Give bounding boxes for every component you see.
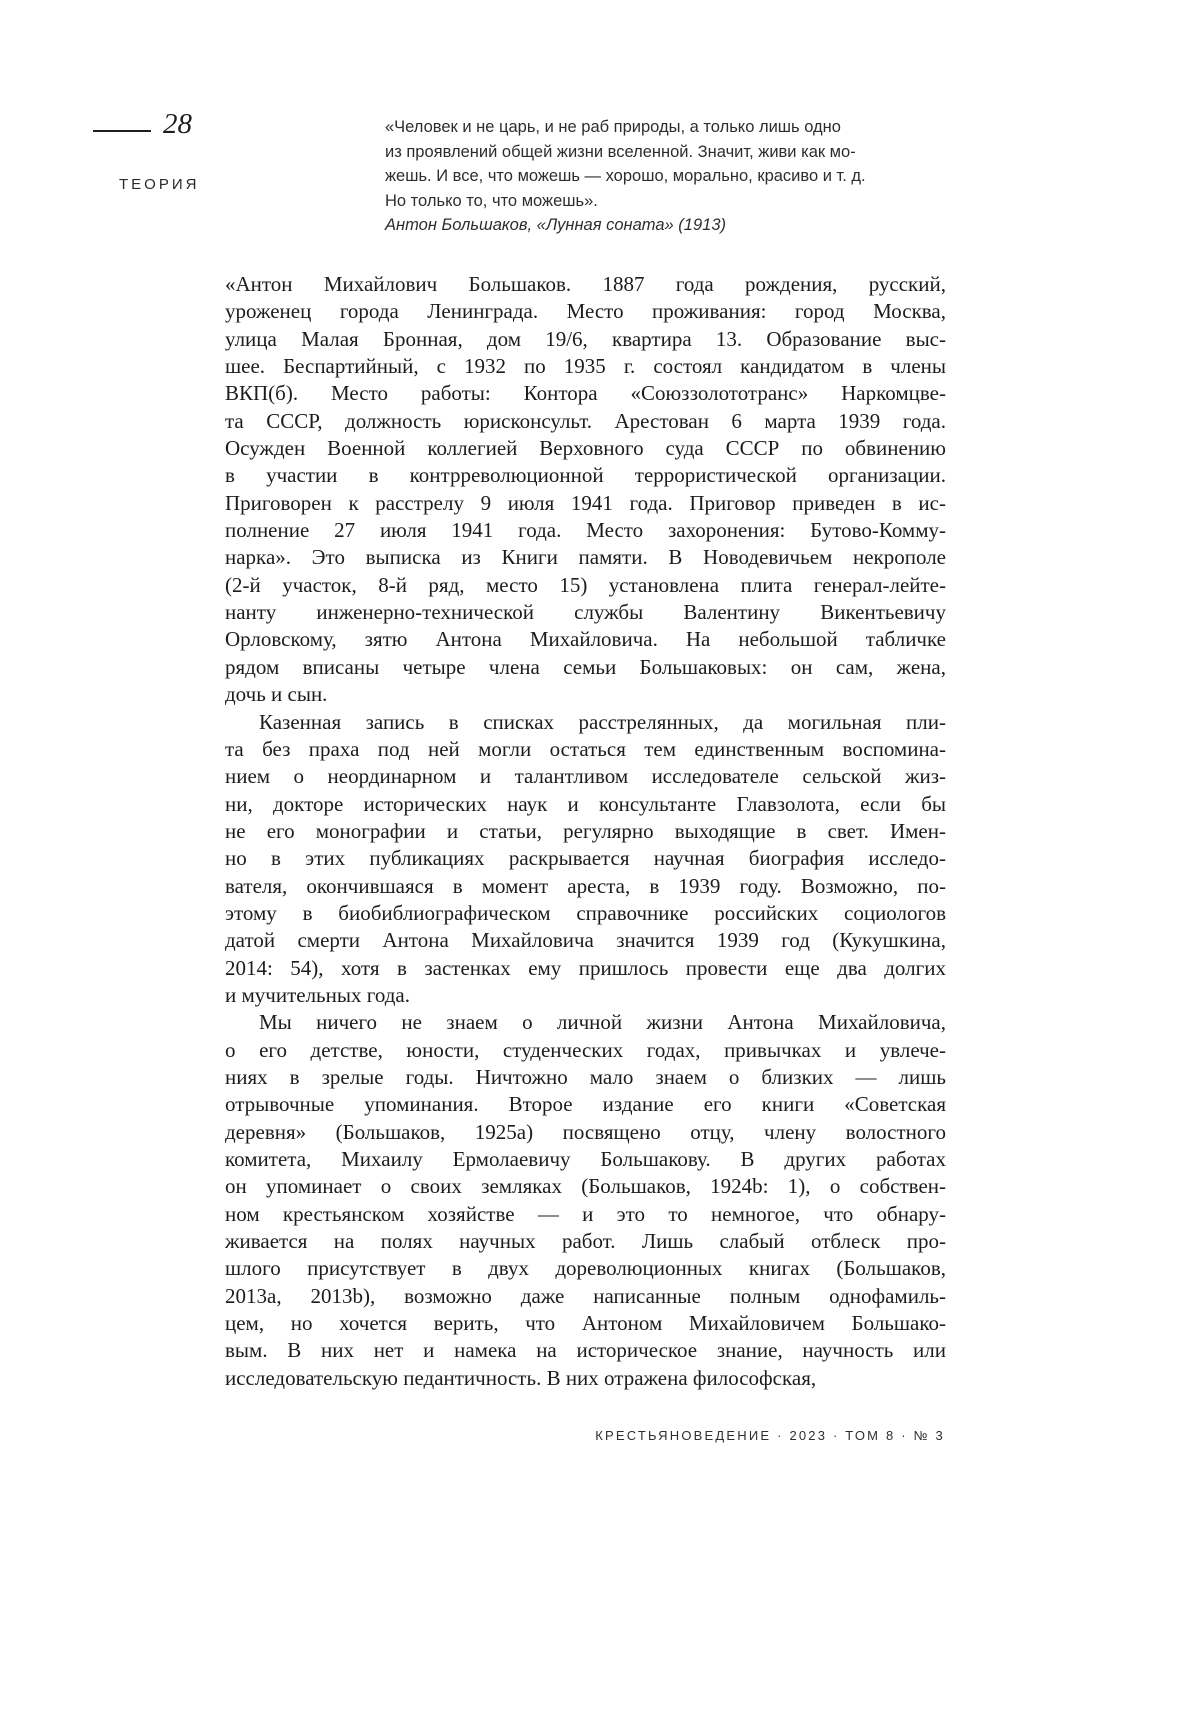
text-line: дочь и сын.: [225, 682, 328, 707]
text-line: ВКП(б). Место работы: Контора «Союззолототранс» Наркомцве-: [225, 381, 946, 406]
text-line: нанту инженерно-технической службы Валентину Викентьевичу: [225, 600, 946, 625]
epigraph-line: из проявлений общей жизни вселенной. Значит, живи как мо-: [385, 142, 856, 161]
text-line: ниях в зрелые годы. Ничтожно мало знаем о близких — лишь: [225, 1064, 946, 1089]
text-line: «Антон Михайлович Большаков. 1887 года рождения, русский,: [225, 272, 946, 296]
epigraph-line: «Человек и не царь, и не раб природы, а только лишь одно: [385, 118, 841, 136]
paragraph: [225, 709, 946, 1010]
text-line: но в этих публикациях раскрывается научная биография исследо-: [225, 846, 946, 871]
text-line: датой смерти Антона Михайловича значится 1939 год (Кукушкина,: [225, 928, 946, 953]
page-number: 28: [163, 108, 192, 140]
text-line: шлого присутствует в двух дореволюционных книгах (Большаков,: [225, 1256, 946, 1281]
text-line: отрывочные упоминания. Второе издание его книги «Советская: [225, 1092, 946, 1117]
epigraph: [385, 115, 905, 238]
epigraph-text: [385, 115, 905, 213]
epigraph-attribution: Антон Большаков, «Лунная соната» (1913): [385, 216, 726, 235]
text-line: Приговорен к расстрелу 9 июля 1941 года. Приговор приведен в ис-: [225, 490, 946, 515]
section-label: ТЕОРИЯ: [119, 176, 200, 193]
text-line: не его монографии и статьи, регулярно выходящие в свет. Имен-: [225, 818, 946, 843]
epigraph-line: Но только то, что можешь».: [385, 191, 598, 210]
text-line: 2014: 54), хотя в застенках ему пришлось провести еще два долгих: [225, 955, 946, 980]
text-line: шее. Беспартийный, с 1932 по 1935 г. состоял кандидатом в члены: [225, 354, 946, 379]
text-line: вателя, окончившаяся в момент ареста, в 1939 году. Возможно, по-: [225, 873, 946, 898]
epigraph-line: жешь. И все, что можешь — хорошо, морально, красиво и т. д.: [385, 167, 866, 186]
header-rule: [93, 130, 151, 132]
text-line: нарка». Это выписка из Книги памяти. В Новодевичьем некрополе: [225, 545, 946, 570]
article-body: [225, 271, 946, 1392]
text-line: (2-й участок, 8-й ряд, место 15) установлена плита генерал-лейте-: [225, 572, 946, 597]
text-line: о его детстве, юности, студенческих годах, привычках и увлече-: [225, 1037, 946, 1062]
text-line: полнение 27 июля 1941 года. Место захоронения: Бутово-Комму-: [225, 518, 946, 543]
text-line: та СССР, должность юрисконсульт. Арестован 6 марта 1939 года.: [225, 408, 946, 433]
text-line: ном крестьянском хозяйстве — и это то немногое, что обнару-: [225, 1201, 946, 1226]
text-line: Казенная запись в списках расстрелянных, да могильная пли-: [259, 709, 946, 734]
text-line: рядом вписаны четыре члена семьи Большаковых: он сам, жена,: [225, 654, 946, 679]
paragraph: [225, 1009, 946, 1392]
text-line: Орловскому, зятю Антона Михайловича. На небольшой табличке: [225, 627, 946, 652]
text-line: он упоминает о своих земляках (Большаков, 1924b: 1), о собствен-: [225, 1174, 946, 1199]
text-line: этому в биобиблиографическом справочнике российских социологов: [225, 900, 946, 925]
text-line: комитета, Михаилу Ермолаевичу Большакову. В других работах: [225, 1147, 946, 1171]
text-line: Мы ничего не знаем о личной жизни Антона Михайловича,: [259, 1010, 946, 1035]
text-line: вым. В них нет и намека на историческое знание, научность или: [225, 1338, 946, 1363]
text-line: в участии в контрреволюционной террористической организации.: [225, 463, 946, 488]
text-line: ни, докторе исторических наук и консультанте Главзолота, если бы: [225, 791, 946, 816]
text-line: цем, но хочется верить, что Антоном Михайловичем Большако-: [225, 1311, 946, 1336]
text-line: живается на полях научных работ. Лишь слабый отблеск про-: [225, 1229, 946, 1254]
text-line: 2013a, 2013b), возможно даже написанные полным однофамиль-: [225, 1283, 946, 1308]
text-line: нием о неординарном и талантливом исследователе сельской жиз-: [225, 764, 946, 789]
running-footer: КРЕСТЬЯНОВЕДЕНИЕ · 2023 · ТОМ 8 · № 3: [595, 1428, 945, 1443]
text-line: Осужден Военной коллегией Верховного суда СССР по обвинению: [225, 436, 946, 461]
text-line: деревня» (Большаков, 1925a) посвящено отцу, члену волостного: [225, 1119, 946, 1144]
text-line: исследовательскую педантичность. В них отражена философская,: [225, 1365, 817, 1390]
text-line: улица Малая Бронная, дом 19/6, квартира 13. Образование выс-: [225, 326, 946, 351]
paragraph: [225, 271, 946, 709]
text-line: та без праха под ней могли остаться тем единственным воспомина-: [225, 736, 946, 761]
text-line: и мучительных года.: [225, 982, 410, 1007]
text-line: уроженец города Ленинграда. Место проживания: город Москва,: [225, 299, 946, 324]
